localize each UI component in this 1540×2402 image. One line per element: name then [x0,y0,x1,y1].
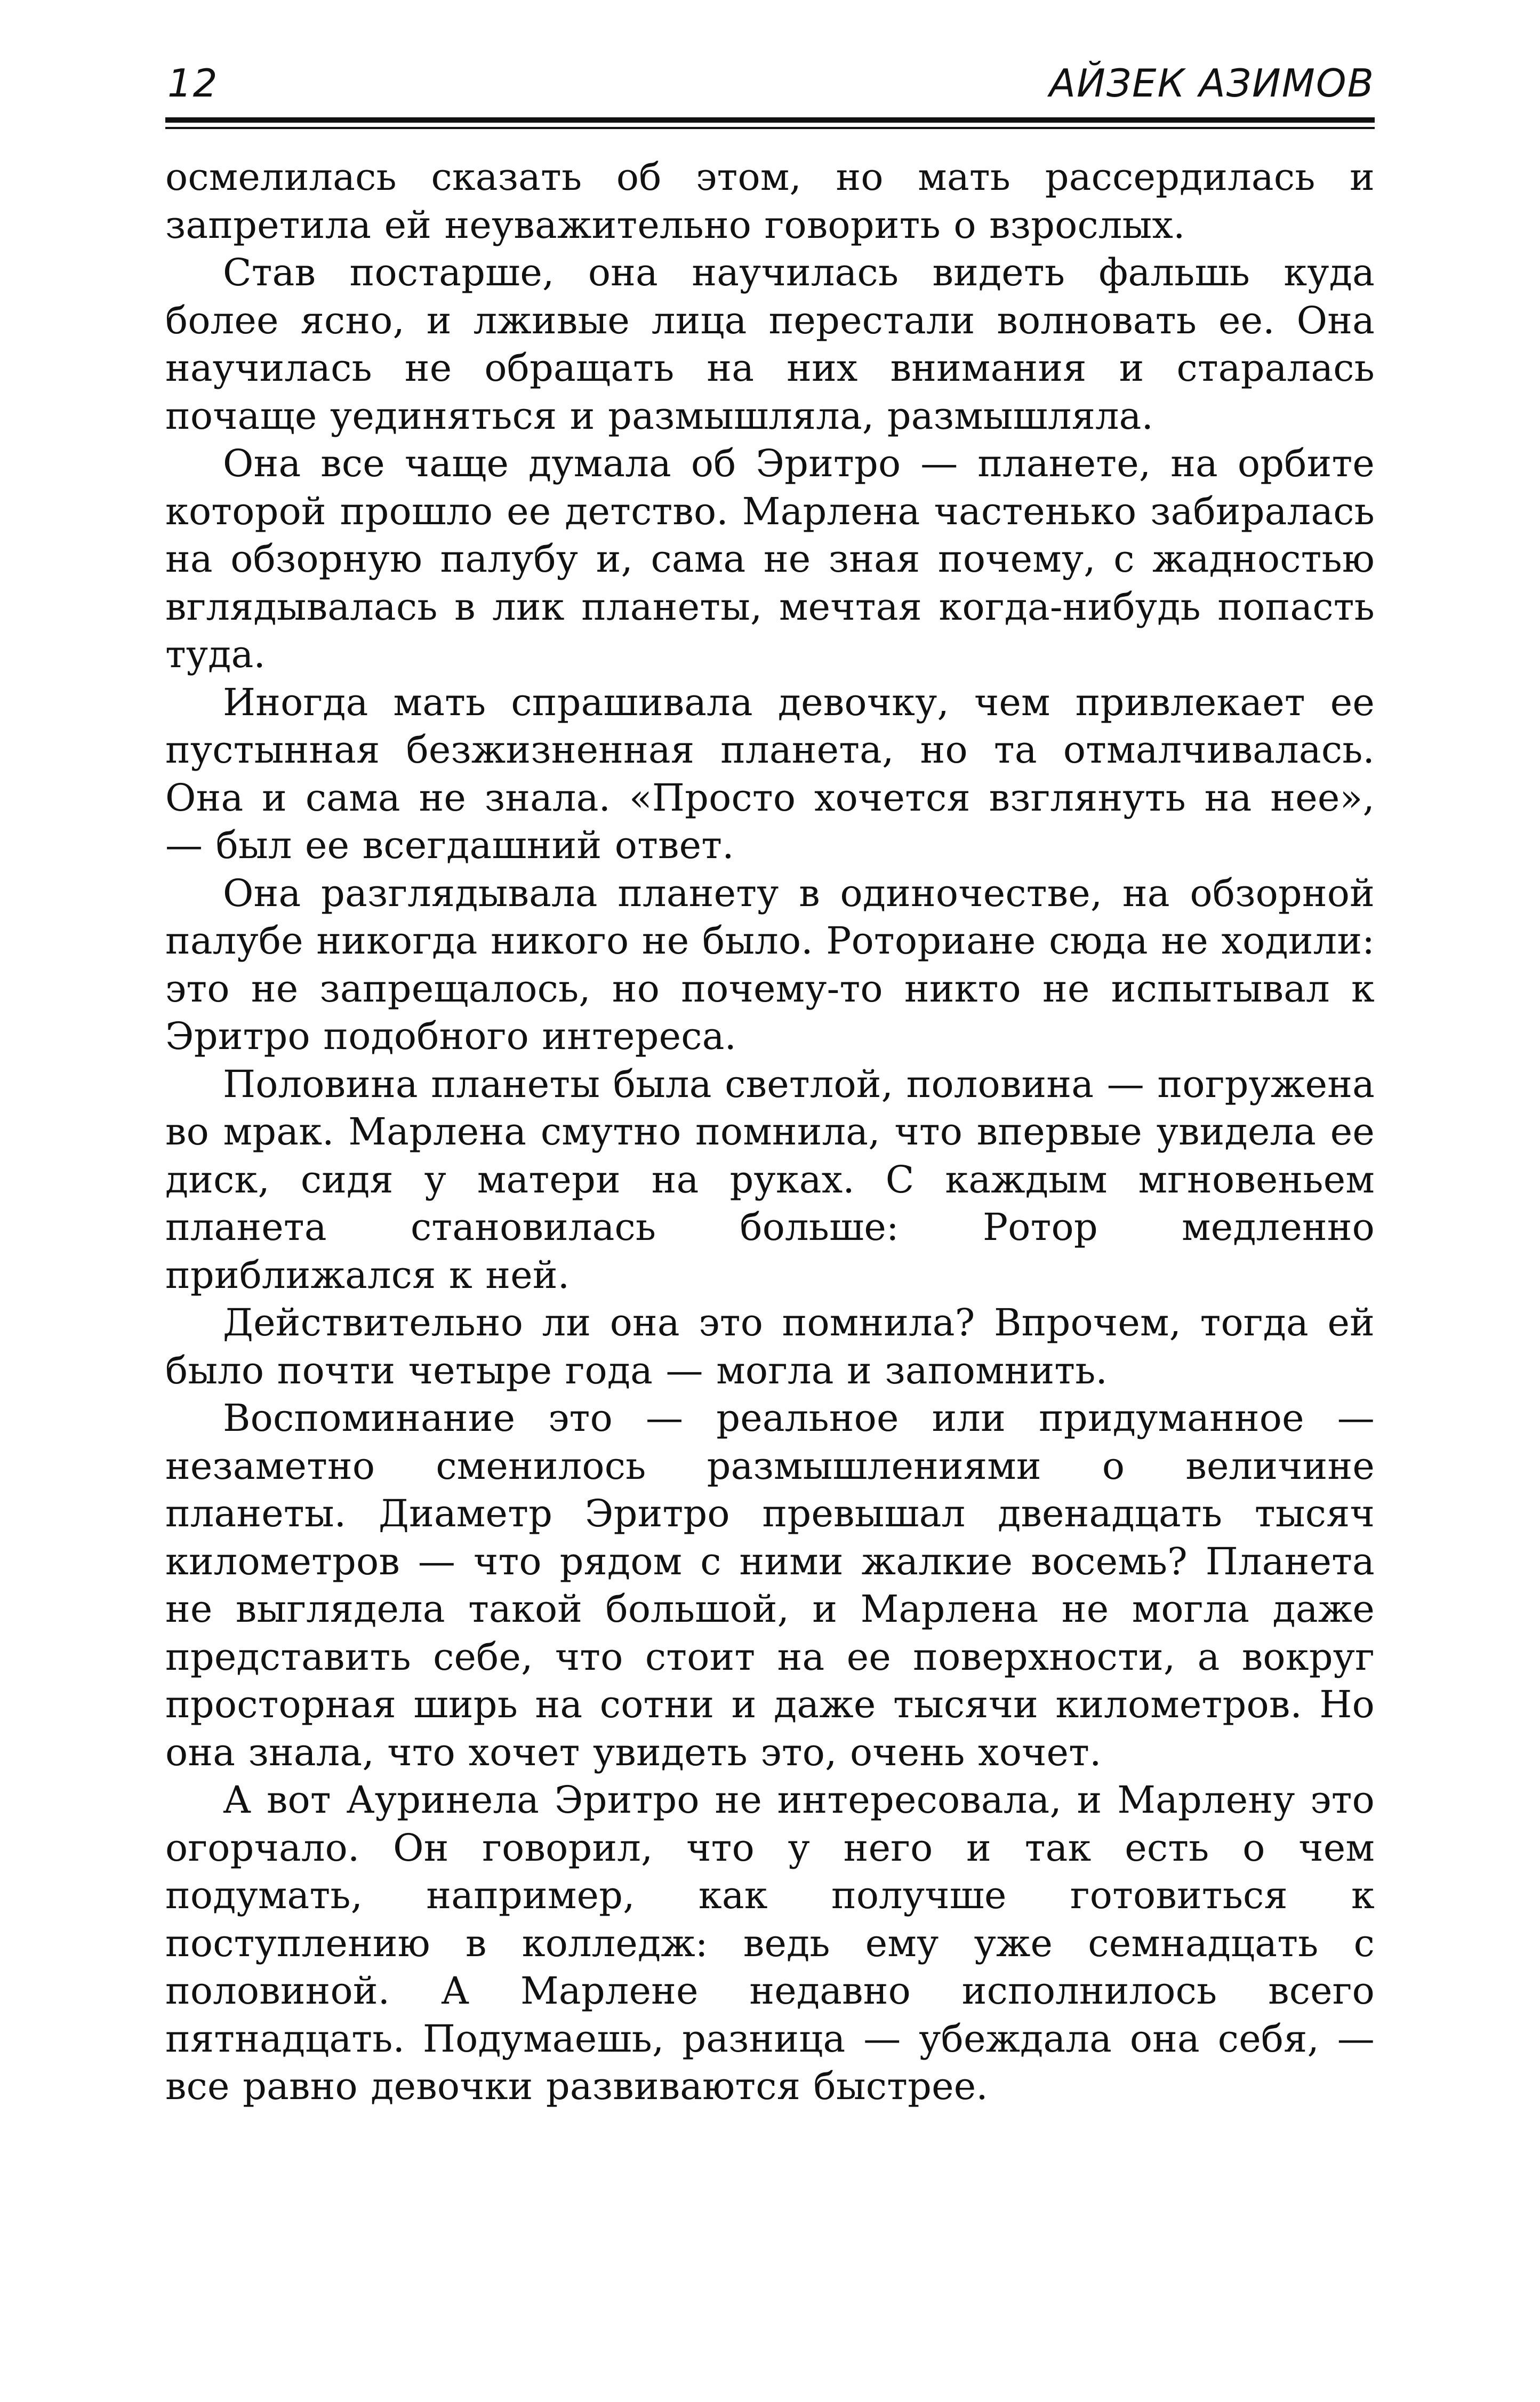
paragraph: Воспоминание это — реальное или придуманное — незаметно сменилось размышлениями о величине планеты. Диаметр Эритро превышал двенадцать тысяч километров — что рядом с ними жалкие восемь? Планета не выглядела такой большой, и Марлена не могла даже представить себе, что стоит на ее поверхности, а вокруг просторная ширь на сотни и даже тысячи километров. Но она знала, что хочет увидеть это, очень хочет. [165,1396,1375,1774]
running-header [165,59,1375,117]
header-rule-thick [165,117,1375,123]
paragraph: Действительно ли она это помнила? Впрочем, тогда ей было почти четыре года — могла и запомнить. [165,1301,1375,1392]
paragraph: Иногда мать спрашивала девочку, чем привлекает ее пустынная безжизненная планета, но та отмалчивалась. Она и сама не знала. «Просто хочется взглянуть на нее», — был ее всегдашний ответ. [165,680,1375,867]
header-rule-thin [165,127,1375,129]
body-text [165,154,1375,2111]
paragraph: Половина планеты была светлой, половина — погружена во мрак. Марлена смутно помнила, что впервые увидела ее диск, сидя у матери на руках. С каждым мгновеньем планета становилась больше: Ротор медленно приближался к ней. [165,1062,1375,1297]
paragraph: А вот Ауринела Эритро не интересовала, и Марлену это огорчало. Он говорил, что у него и так есть о чем подумать, например, как получше готовиться к поступлению в колледж: ведь ему уже семнадцать с половиной. А Марлене недавно исполнилось всего пятнадцать. Подумаешь, разница — убеждала она себя, — все равно девочки развиваются быстрее. [165,1778,1375,2108]
book-page [165,59,1375,2111]
paragraph: Став постарше, она научилась видеть фальшь куда более ясно, и лживые лица перестали волновать ее. Она научилась не обращать на них внимания и старалась почаще уединяться и размышляла, размышляла. [165,251,1375,438]
paragraph: осмелилась сказать об этом, но мать рассердилась и запретила ей неуважительно говорить о взрослых. [165,155,1375,247]
page-number: 12 [167,61,219,106]
book-author: АЙЗЕК АЗИМОВ [1049,61,1375,106]
paragraph: Она разглядывала планету в одиночестве, на обзорной палубе никогда никого не было. Роториане сюда не ходили: это не запрещалось, но почему-то никто не испытывал к Эритро подобного интереса. [165,871,1375,1058]
paragraph: Она все чаще думала об Эритро — планете, на орбите которой прошло ее детство. Марлена частенько забиралась на обзорную палубу и, сама не зная почему, с жадностью вглядывалась в лик планеты, мечтая когда-нибудь попасть туда. [165,442,1375,676]
